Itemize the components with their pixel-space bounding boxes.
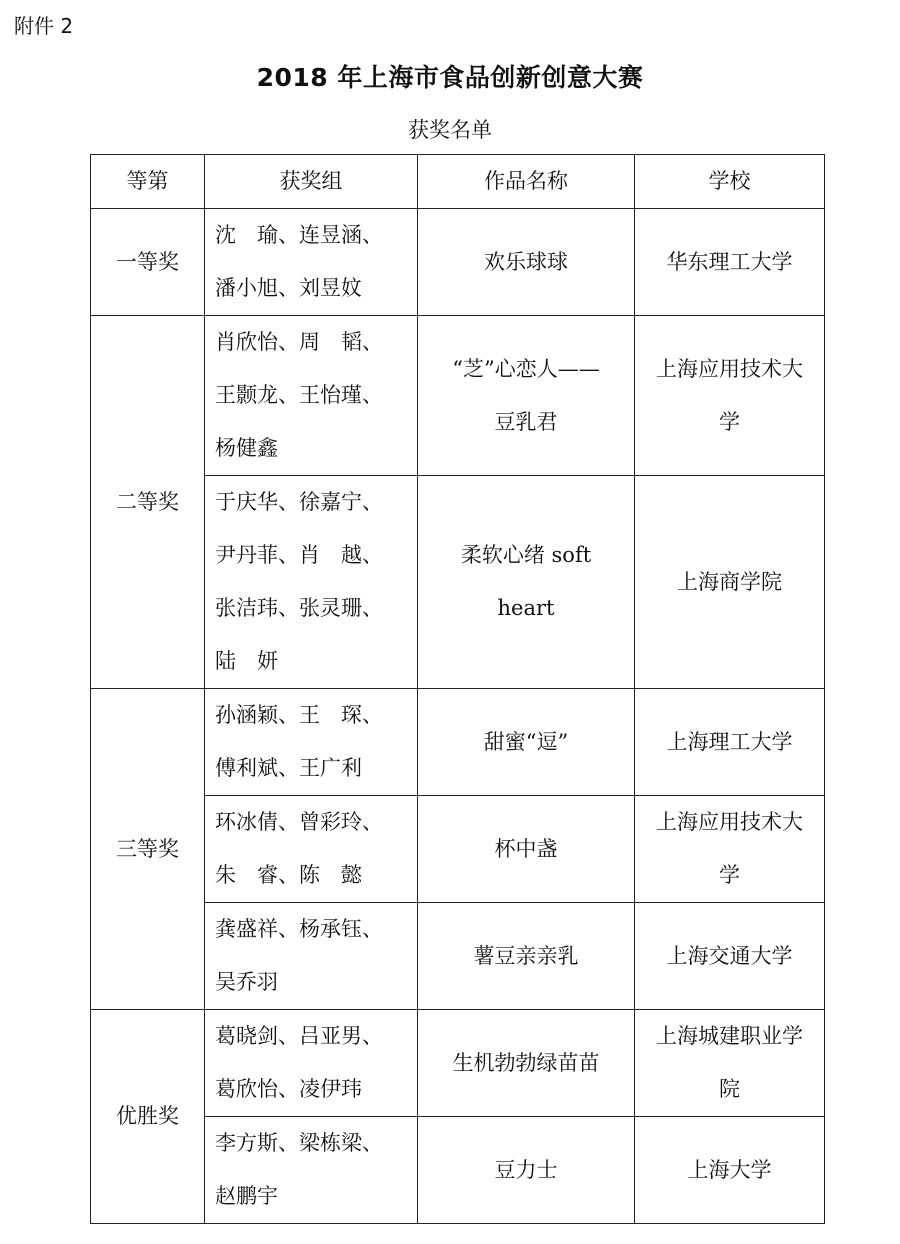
work-cell	[418, 1117, 635, 1224]
school-cell	[635, 796, 825, 903]
level-cell-first: 一等奖	[91, 209, 205, 316]
work-title: 柔软心绪 soft heart	[460, 543, 592, 620]
names-cell: 龚盛祥、杨承钰、 吴乔羽	[205, 903, 418, 1010]
level-cell-third: 三等奖	[91, 689, 205, 1010]
document-title: 2018 年上海市食品创新创意大赛	[256, 63, 644, 92]
level-cell-merit: 优胜奖	[91, 1010, 205, 1224]
work-cell	[418, 476, 635, 689]
document-subtitle: 获奖名单	[408, 118, 492, 142]
names-cell: 葛晓剑、吕亚男、 葛欣怡、凌伊玮	[205, 1010, 418, 1117]
table-row	[91, 1010, 825, 1117]
work-title: 甜蜜“逗”	[483, 729, 569, 754]
names-cell: 沈 瑜、连昱涵、 潘小旭、刘昱妏	[205, 209, 418, 316]
level-cell-second: 二等奖	[91, 316, 205, 689]
table-row	[91, 209, 825, 316]
school-name: 华东理工大学	[666, 249, 793, 274]
school-cell	[635, 1117, 825, 1224]
work-cell	[418, 689, 635, 796]
work-title: “芝”心恋人—— 豆乳君	[452, 356, 600, 434]
names-cell: 李方斯、梁栋梁、 赵鹏宇	[205, 1117, 418, 1224]
work-title: 欢乐球球	[484, 249, 568, 274]
table-header-row	[91, 155, 825, 209]
school-name: 上海应用技术大 学	[656, 810, 803, 887]
work-title: 杯中盏	[494, 836, 558, 861]
header-level: 等第	[91, 155, 205, 209]
awards-table	[90, 154, 825, 1224]
school-cell	[635, 1010, 825, 1117]
school-name: 上海交通大学	[666, 943, 793, 968]
school-name: 上海商学院	[677, 569, 782, 594]
work-title: 薯豆亲亲乳	[473, 943, 579, 968]
work-title: 豆力士	[494, 1157, 558, 1182]
names-cell: 孙涵颖、王 琛、 傅利斌、王广利	[205, 689, 418, 796]
school-name: 上海城建职业学 院	[656, 1024, 803, 1101]
school-cell	[635, 476, 825, 689]
attachment-label: 附件 2	[14, 14, 74, 38]
work-cell	[418, 209, 635, 316]
work-cell	[418, 903, 635, 1010]
school-cell	[635, 209, 825, 316]
school-name: 上海理工大学	[666, 729, 793, 754]
header-school: 学校	[635, 155, 825, 209]
table-row	[91, 316, 825, 476]
names-cell: 于庆华、徐嘉宁、 尹丹菲、肖 越、 张洁玮、张灵珊、 陆 妍	[205, 476, 418, 689]
names-cell: 环冰倩、曾彩玲、 朱 睿、陈 懿	[205, 796, 418, 903]
school-cell	[635, 903, 825, 1010]
work-cell	[418, 796, 635, 903]
school-cell	[635, 689, 825, 796]
work-title: 生机勃勃绿苗苗	[452, 1050, 600, 1075]
school-cell	[635, 316, 825, 476]
header-group: 获奖组	[205, 155, 418, 209]
school-name: 上海应用技术大 学	[656, 356, 803, 434]
school-name: 上海大学	[687, 1157, 772, 1182]
work-cell	[418, 316, 635, 476]
header-work: 作品名称	[418, 155, 635, 209]
table-row	[91, 689, 825, 796]
names-cell: 肖欣怡、周 韬、 王颢龙、王怡瑾、 杨健鑫	[205, 316, 418, 476]
work-cell	[418, 1010, 635, 1117]
